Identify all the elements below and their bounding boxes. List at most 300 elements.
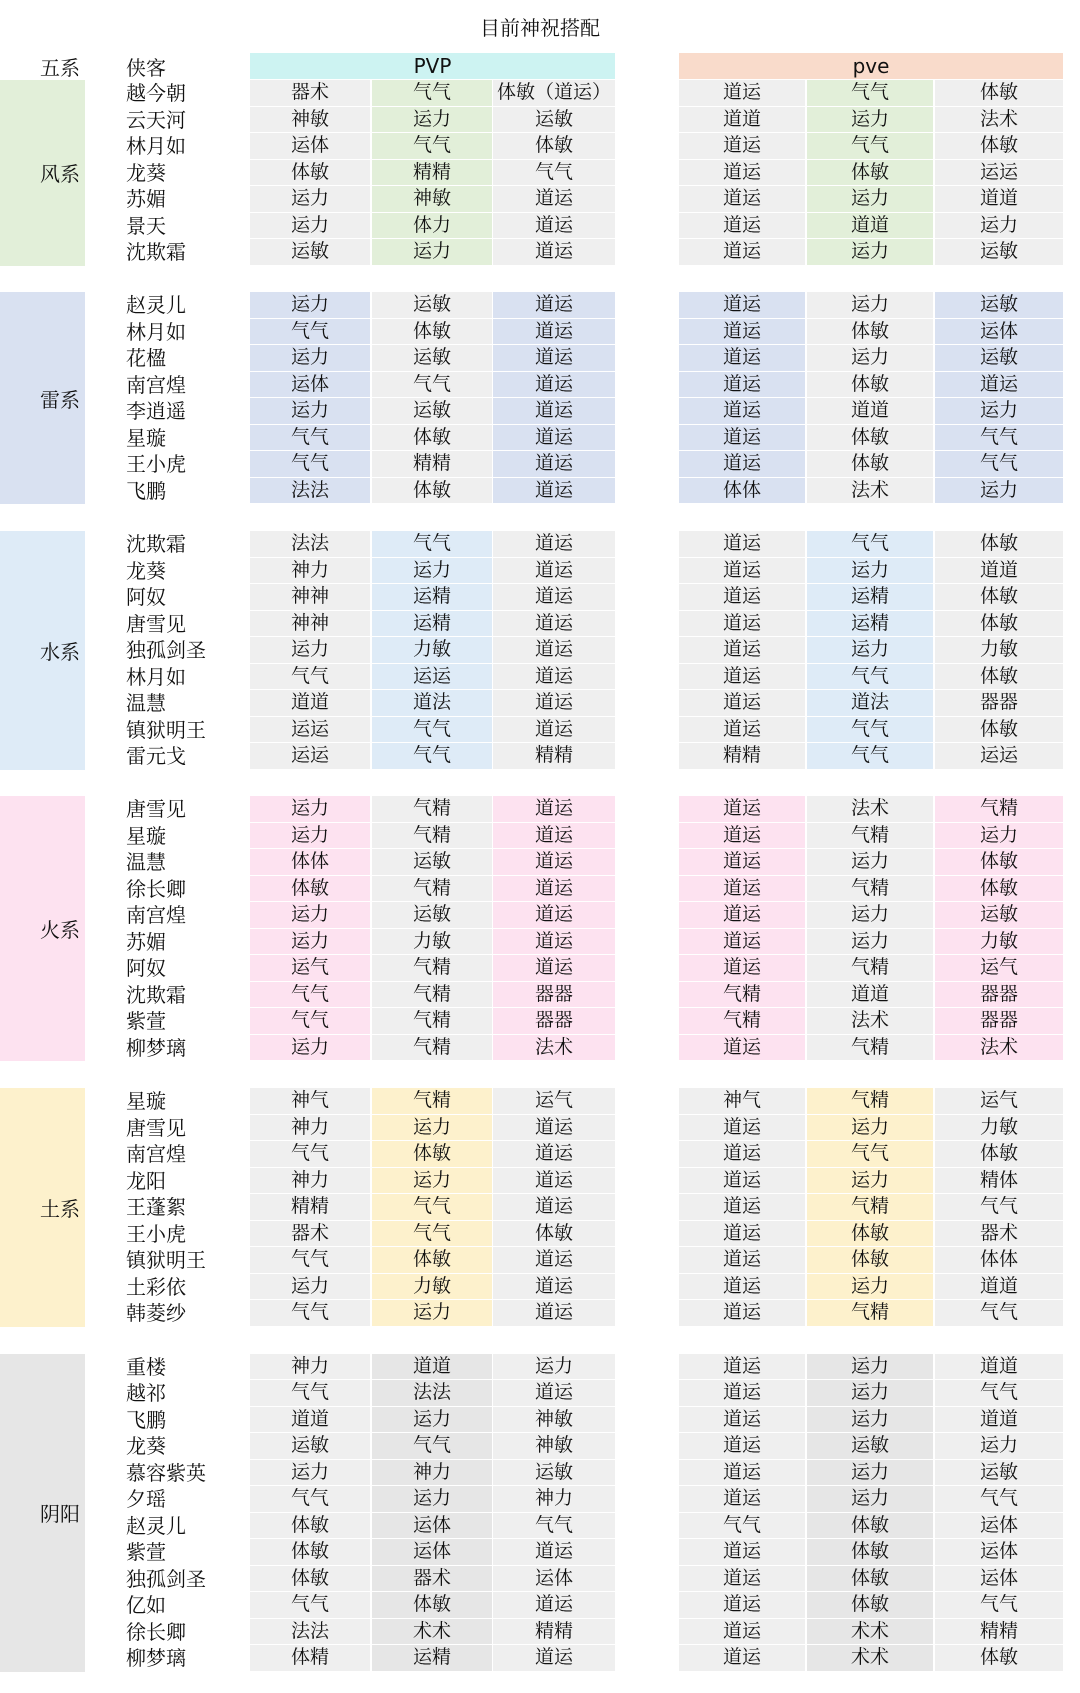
hero-name: 紫萱 [126,1540,166,1564]
pvp-cell: 神敏 [493,1433,615,1459]
pvp-cell: 神神 [250,611,370,637]
pvp-cell: 体敏 [372,1247,492,1273]
pve-cell: 气气 [935,1194,1063,1220]
pvp-cell: 气精 [372,1088,492,1114]
pvp-cell: 运敏 [372,398,492,424]
pvp-cell: 运力 [372,1300,492,1326]
pvp-cell: 运气 [493,1088,615,1114]
pvp-cell: 运体 [250,133,370,159]
element-group-label: 雷系 [0,292,85,504]
pve-cell: 气精 [807,823,933,849]
pvp-cell: 体敏 [372,1592,492,1618]
pvp-cell: 体敏（道运） [493,80,615,106]
pve-cell: 运精 [807,611,933,637]
pvp-cell: 体敏 [372,1141,492,1167]
pvp-cell: 运力 [372,107,492,133]
pvp-cell: 运力 [250,902,370,928]
pve-cell: 道运 [679,186,805,212]
pvp-cell: 道运 [493,345,615,371]
pvp-cell: 道运 [493,398,615,424]
pve-cell: 力敏 [935,929,1063,955]
hero-name: 紫萱 [126,1009,166,1034]
pvp-cell: 道运 [493,213,615,239]
pve-cell: 体敏 [935,584,1063,610]
hero-column-header: 侠客 [126,56,166,80]
pve-cell: 道运 [679,637,805,663]
pvp-cell: 运精 [372,1645,492,1671]
hero-name: 柳梦璃 [126,1035,186,1060]
pvp-cell: 道运 [493,584,615,610]
pve-cell: 术术 [807,1645,933,1671]
pve-cell: 运运 [935,743,1063,769]
pvp-cell: 气气 [493,1513,615,1539]
pve-cell: 体敏 [807,1539,933,1565]
pve-cell: 精体 [935,1168,1063,1194]
pvp-cell: 运体 [493,1566,615,1592]
pve-cell: 运精 [807,584,933,610]
pvp-cell: 运体 [250,372,370,398]
pve-cell: 道运 [679,1035,805,1061]
pvp-cell: 道运 [493,823,615,849]
pvp-cell: 道运 [493,1300,615,1326]
pve-cell: 道运 [679,1221,805,1247]
pvp-cell: 气气 [372,372,492,398]
pvp-cell: 气气 [250,1592,370,1618]
pve-cell: 运力 [935,213,1063,239]
pve-cell: 运力 [807,1115,933,1141]
pve-cell: 运体 [935,1566,1063,1592]
pvp-cell: 气气 [250,982,370,1008]
pve-cell: 道道 [935,186,1063,212]
pvp-cell: 道运 [493,239,615,265]
pve-cell: 道运 [679,902,805,928]
pvp-cell: 神敏 [250,107,370,133]
pve-cell: 体敏 [807,1247,933,1273]
pvp-cell: 运敏 [493,107,615,133]
pve-cell: 道运 [679,558,805,584]
pvp-cell: 道运 [493,1539,615,1565]
element-group-label: 阴阳 [0,1354,85,1672]
pve-cell: 道道 [807,213,933,239]
pve-cell: 道运 [679,1247,805,1273]
hero-name: 赵灵儿 [126,293,186,318]
page-title: 目前神祝搭配 [480,16,600,40]
pvp-cell: 神神 [250,584,370,610]
pve-cell: 气气 [679,1513,805,1539]
pvp-cell: 气气 [372,717,492,743]
hero-name: 星璇 [126,823,166,848]
pvp-cell: 气气 [250,1008,370,1034]
hero-name: 亿如 [126,1593,166,1617]
pvp-cell: 气气 [250,664,370,690]
pvp-cell: 道运 [493,292,615,318]
pvp-cell: 气气 [250,451,370,477]
pve-cell: 运体 [935,1513,1063,1539]
pvp-cell: 运敏 [250,239,370,265]
pve-cell: 运力 [807,1380,933,1406]
pvp-cell: 道运 [493,372,615,398]
pvp-cell: 法法 [372,1380,492,1406]
pvp-cell: 道运 [493,955,615,981]
pve-cell: 气气 [807,1141,933,1167]
pve-cell: 运敏 [807,1433,933,1459]
hero-name: 龙阳 [126,1168,166,1193]
pvp-cell: 法法 [250,1619,370,1645]
pvp-cell: 运力 [250,292,370,318]
pvp-cell: 运敏 [372,345,492,371]
pve-cell: 运力 [807,345,933,371]
pve-cell: 体敏 [935,80,1063,106]
pve-cell: 道运 [679,1407,805,1433]
element-group-label: 水系 [0,531,85,770]
hero-name: 沈欺霜 [126,982,186,1007]
pve-cell: 体敏 [807,319,933,345]
pve-cell: 道运 [679,929,805,955]
pvp-cell: 气气 [250,1141,370,1167]
hero-name: 唐雪见 [126,1115,186,1140]
hero-name: 星璇 [126,425,166,450]
pve-cell: 体敏 [935,717,1063,743]
pvp-cell: 运力 [250,929,370,955]
pve-cell: 道运 [679,1592,805,1618]
hero-name: 花楹 [126,346,166,371]
pvp-cell: 体敏 [250,1566,370,1592]
pvp-cell: 气气 [250,1300,370,1326]
pvp-cell: 神力 [250,558,370,584]
pvp-cell: 体敏 [493,133,615,159]
pve-cell: 运力 [807,1354,933,1380]
hero-name: 王小虎 [126,1221,186,1246]
pve-cell: 道运 [679,690,805,716]
pve-cell: 气气 [935,1380,1063,1406]
pvp-cell: 气精 [372,1035,492,1061]
hero-name: 龙葵 [126,558,166,583]
pvp-cell: 力敏 [372,929,492,955]
pve-cell: 气气 [935,1592,1063,1618]
pvp-cell: 体体 [250,849,370,875]
element-column-header: 五系 [40,56,80,80]
hero-name: 镇狱明王 [126,1248,206,1273]
pve-cell: 运力 [807,1274,933,1300]
pve-cell: 法术 [807,796,933,822]
pve-cell: 体敏 [935,849,1063,875]
pve-cell: 气气 [807,531,933,557]
pvp-cell: 运力 [493,1354,615,1380]
pve-cell: 法术 [935,107,1063,133]
pve-cell: 器器 [935,982,1063,1008]
pve-cell: 神气 [679,1088,805,1114]
hero-name: 柳梦璃 [126,1646,186,1670]
pve-cell: 气精 [807,876,933,902]
pvp-cell: 运力 [250,1460,370,1486]
pvp-cell: 运运 [372,664,492,690]
pvp-cell: 道运 [493,664,615,690]
pve-cell: 道道 [935,558,1063,584]
hero-name: 赵灵儿 [126,1513,186,1538]
pve-cell: 道运 [679,1433,805,1459]
pve-cell: 气气 [935,1486,1063,1512]
hero-name: 景天 [126,213,166,238]
pve-cell: 道运 [679,1645,805,1671]
pvp-cell: 精精 [493,1619,615,1645]
pve-cell: 体体 [679,478,805,504]
pvp-cell: 气气 [372,531,492,557]
pve-cell: 体敏 [807,160,933,186]
pve-cell: 运力 [807,107,933,133]
pvp-cell: 道运 [493,1168,615,1194]
hero-name: 夕瑶 [126,1487,166,1511]
pve-cell: 体敏 [935,876,1063,902]
pvp-cell: 神气 [250,1088,370,1114]
pve-cell: 道道 [935,1274,1063,1300]
hero-name: 唐雪见 [126,797,186,822]
pvp-cell: 器术 [372,1566,492,1592]
pvp-cell: 道运 [493,451,615,477]
hero-name: 王蓬絮 [126,1195,186,1220]
pve-cell: 运力 [935,823,1063,849]
pve-cell: 气精 [807,1088,933,1114]
pve-cell: 道道 [935,1354,1063,1380]
hero-name: 林月如 [126,319,186,344]
pvp-cell: 气精 [372,955,492,981]
pvp-cell: 道运 [493,929,615,955]
pvp-cell: 道法 [372,690,492,716]
pve-cell: 道道 [679,107,805,133]
pvp-cell: 体力 [372,213,492,239]
pvp-cell: 术术 [372,1619,492,1645]
pve-cell: 道运 [679,372,805,398]
pve-cell: 道运 [679,133,805,159]
pve-cell: 运气 [935,1088,1063,1114]
pve-cell: 道运 [679,531,805,557]
pvp-cell: 体精 [250,1645,370,1671]
pve-cell: 道运 [679,849,805,875]
pve-cell: 体敏 [935,133,1063,159]
hero-name: 镇狱明王 [126,717,206,742]
pve-cell: 运力 [807,929,933,955]
pvp-cell: 道运 [493,1592,615,1618]
pvp-cell: 道运 [493,637,615,663]
hero-name: 沈欺霜 [126,532,186,557]
pve-cell: 运力 [807,239,933,265]
pve-cell: 气精 [679,1008,805,1034]
pvp-cell: 体敏 [250,160,370,186]
hero-name: 南宫煌 [126,1142,186,1167]
pvp-cell: 器器 [493,1008,615,1034]
pve-cell: 道运 [679,1486,805,1512]
pvp-cell: 精精 [493,743,615,769]
pve-cell: 运敏 [935,292,1063,318]
pve-cell: 气气 [935,425,1063,451]
pvp-cell: 气精 [372,982,492,1008]
pve-cell: 运体 [935,319,1063,345]
pve-cell: 法术 [935,1035,1063,1061]
pve-cell: 运运 [935,160,1063,186]
pve-cell: 道运 [679,319,805,345]
pvp-cell: 体敏 [493,1221,615,1247]
pve-cell: 道运 [679,80,805,106]
pve-cell: 力敏 [935,637,1063,663]
hero-name: 温慧 [126,850,166,875]
pve-cell: 道运 [679,1274,805,1300]
hero-name: 越今朝 [126,81,186,105]
hero-name: 林月如 [126,134,186,158]
pvp-cell: 道运 [493,849,615,875]
hero-name: 重楼 [126,1354,166,1379]
pve-cell: 气精 [807,1035,933,1061]
pve-cell: 运力 [807,849,933,875]
pvp-cell: 法法 [250,531,370,557]
hero-name: 唐雪见 [126,611,186,636]
pvp-cell: 道运 [493,531,615,557]
pve-cell: 道运 [679,1380,805,1406]
pve-cell: 气气 [807,133,933,159]
pve-cell: 道运 [679,664,805,690]
hero-name: 独孤剑圣 [126,1566,206,1591]
element-group-label: 风系 [0,80,85,266]
pve-cell: 道运 [679,584,805,610]
pve-cell: 气气 [935,1300,1063,1326]
pvp-cell: 道道 [372,1354,492,1380]
pvp-cell: 运力 [250,345,370,371]
pve-cell: 运力 [807,292,933,318]
pvp-cell: 道道 [250,690,370,716]
pvp-cell: 道运 [493,186,615,212]
pve-header: pve [679,53,1063,79]
pvp-cell: 道运 [493,1274,615,1300]
pvp-cell: 道运 [493,558,615,584]
pve-cell: 气精 [679,982,805,1008]
pve-cell: 道运 [679,611,805,637]
pve-cell: 运力 [807,186,933,212]
pve-cell: 气气 [807,743,933,769]
pvp-cell: 精精 [250,1194,370,1220]
pve-cell: 道道 [807,398,933,424]
pve-cell: 道运 [679,1194,805,1220]
pvp-cell: 神力 [372,1460,492,1486]
pve-cell: 体敏 [935,1645,1063,1671]
pvp-cell: 器术 [250,80,370,106]
pve-cell: 道运 [935,372,1063,398]
pve-cell: 运敏 [935,345,1063,371]
hero-name: 李逍遥 [126,399,186,424]
pve-cell: 道道 [935,1407,1063,1433]
pvp-cell: 运力 [250,1035,370,1061]
pve-cell: 运力 [935,478,1063,504]
pvp-cell: 神力 [493,1486,615,1512]
pvp-cell: 运敏 [372,849,492,875]
pve-cell: 器术 [935,1221,1063,1247]
pvp-cell: 气气 [372,743,492,769]
pve-cell: 运敏 [935,239,1063,265]
pve-cell: 道运 [679,876,805,902]
pvp-cell: 气气 [372,1194,492,1220]
pve-cell: 运力 [807,1168,933,1194]
pvp-cell: 气气 [493,160,615,186]
pvp-cell: 神力 [250,1115,370,1141]
hero-name: 韩菱纱 [126,1301,186,1326]
pvp-cell: 器器 [493,982,615,1008]
pvp-cell: 道运 [493,1194,615,1220]
pve-cell: 道运 [679,1566,805,1592]
pve-cell: 精精 [935,1619,1063,1645]
pvp-cell: 神敏 [372,186,492,212]
pve-cell: 道运 [679,717,805,743]
pvp-cell: 运力 [372,1407,492,1433]
pvp-cell: 运力 [372,239,492,265]
pve-cell: 运力 [807,1486,933,1512]
hero-name: 阿奴 [126,956,166,981]
pve-cell: 体敏 [935,1141,1063,1167]
pvp-cell: 力敏 [372,637,492,663]
pve-cell: 运力 [807,558,933,584]
pve-cell: 体敏 [807,1513,933,1539]
pvp-cell: 气气 [372,1221,492,1247]
hero-name: 龙葵 [126,160,166,185]
pvp-cell: 器术 [250,1221,370,1247]
pvp-cell: 道运 [493,717,615,743]
pvp-cell: 道运 [493,611,615,637]
pvp-cell: 运力 [372,1115,492,1141]
pve-cell: 运体 [935,1539,1063,1565]
pvp-cell: 神力 [250,1354,370,1380]
pve-cell: 运力 [935,1433,1063,1459]
pve-cell: 道运 [679,1619,805,1645]
pvp-cell: 气气 [250,1247,370,1273]
pvp-cell: 气精 [372,796,492,822]
pve-cell: 运力 [807,637,933,663]
hero-name: 林月如 [126,664,186,689]
pvp-cell: 道运 [493,1141,615,1167]
pvp-cell: 运力 [250,796,370,822]
pve-cell: 器器 [935,690,1063,716]
pve-cell: 道运 [679,955,805,981]
pve-cell: 气气 [807,717,933,743]
pvp-cell: 气气 [250,425,370,451]
pvp-cell: 道运 [493,425,615,451]
pve-cell: 气精 [807,955,933,981]
pve-cell: 道法 [807,690,933,716]
pvp-cell: 体敏 [250,1513,370,1539]
pvp-cell: 法术 [493,1035,615,1061]
pve-cell: 运力 [807,1460,933,1486]
hero-name: 阿奴 [126,585,166,610]
pve-cell: 术术 [807,1619,933,1645]
pvp-cell: 道道 [250,1407,370,1433]
hero-name: 南宫煌 [126,903,186,928]
pve-cell: 器器 [935,1008,1063,1034]
pvp-cell: 力敏 [372,1274,492,1300]
pve-cell: 体敏 [807,1221,933,1247]
pvp-cell: 运力 [372,558,492,584]
pvp-cell: 运力 [250,823,370,849]
pvp-header: PVP [250,53,615,79]
pve-cell: 道运 [679,1354,805,1380]
pvp-cell: 运体 [372,1539,492,1565]
hero-name: 苏媚 [126,187,166,211]
pvp-cell: 运运 [250,717,370,743]
pve-cell: 精精 [679,743,805,769]
hero-name: 苏媚 [126,929,166,954]
pvp-cell: 运气 [250,955,370,981]
hero-name: 王小虎 [126,452,186,477]
pve-cell: 体敏 [935,611,1063,637]
pve-cell: 气精 [935,796,1063,822]
pvp-cell: 气精 [372,1008,492,1034]
hero-name: 南宫煌 [126,372,186,397]
pve-cell: 体敏 [807,425,933,451]
pvp-cell: 道运 [493,1115,615,1141]
